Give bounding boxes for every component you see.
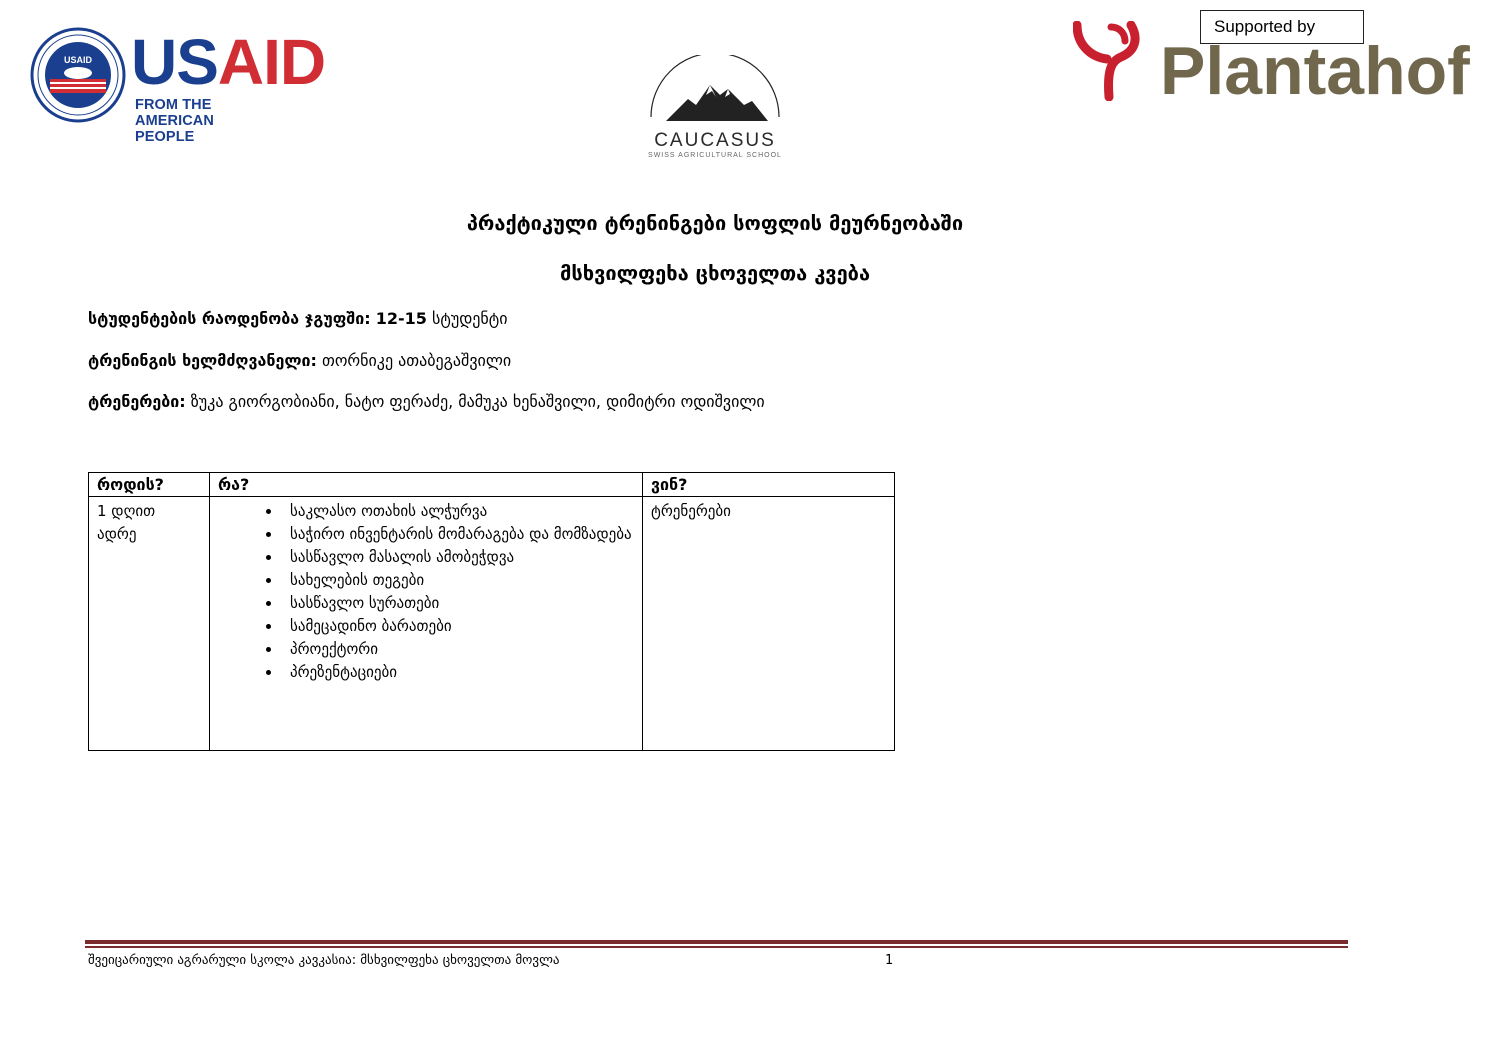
list-item: • საჭირო ინვენტარის მომარაგება და მომზადება [282, 523, 634, 546]
table-row [89, 497, 895, 751]
task-list [218, 500, 634, 684]
schedule-table [88, 472, 895, 751]
usaid-tagline: FROM THE AMERICAN PEOPLE [135, 97, 214, 145]
cell-who: ტრენერები [643, 497, 895, 751]
list-item: • პრეზენტაციები [282, 661, 634, 684]
footer-text: შვეიცარიული აგრარული სკოლა კავკასია: მსხვილფეხა ცხოველთა მოვლა [88, 953, 560, 968]
trainers-line [88, 392, 765, 411]
header-when: როდის? [89, 473, 210, 497]
header-what: რა? [210, 473, 643, 497]
document-title: პრაქტიკული ტრენინგები სოფლის მეურნეობაში [466, 211, 964, 235]
svg-text:USAID: USAID [63, 55, 93, 65]
caucasus-name: CAUCASUS [654, 130, 776, 151]
list-item: • სამეცადინო ბარათები [282, 615, 634, 638]
trainer-head-value: თორნიკე ათაბეგაშვილი [322, 351, 512, 370]
footer-divider-thin [85, 946, 1348, 948]
supported-by-label: Supported by [1200, 10, 1364, 44]
students-count-line [88, 309, 508, 328]
list-item: • საკლასო ოთახის ალჭურვა [282, 500, 634, 523]
page-number: 1 [885, 953, 894, 968]
usaid-seal-icon [30, 27, 126, 123]
list-item: • პროექტორი [282, 638, 634, 661]
table-header-row [89, 473, 895, 497]
cell-when: 1 დღით ადრე [89, 497, 210, 751]
list-item: • სასწავლო მასალის ამობეჭდვა [282, 546, 634, 569]
list-item: • სასწავლო სურათები [282, 592, 634, 615]
trainers-value: ზუკა გიორგობიანი, ნატო ფერაძე, მამუკა ხენაშვილი, დიმიტრი ოდიშვილი [190, 392, 765, 411]
plantahof-wordmark: Plantahof [1160, 33, 1470, 109]
students-label: სტუდენტების რაოდენობა ჯგუფში: [88, 309, 371, 328]
trainer-head-line [88, 351, 511, 370]
list-item: • სახელების თეგები [282, 569, 634, 592]
students-value: 12-15 [375, 309, 427, 328]
students-unit: სტუდენტი [432, 309, 508, 328]
trainers-label: ტრენერები: [88, 392, 186, 411]
footer-divider [85, 940, 1348, 944]
cell-what [210, 497, 643, 751]
caucasus-subtitle: SWISS AGRICULTURAL SCHOOL [648, 152, 782, 159]
plantahof-sprout-icon [1073, 21, 1145, 101]
usaid-wordmark: USAID [131, 26, 326, 98]
mountain-icon [648, 55, 782, 135]
header-who: ვინ? [643, 473, 895, 497]
document-subtitle: მსხვილფეხა ცხოველთა კვება [559, 261, 871, 285]
trainer-head-label: ტრენინგის ხელმძღვანელი: [88, 351, 317, 370]
